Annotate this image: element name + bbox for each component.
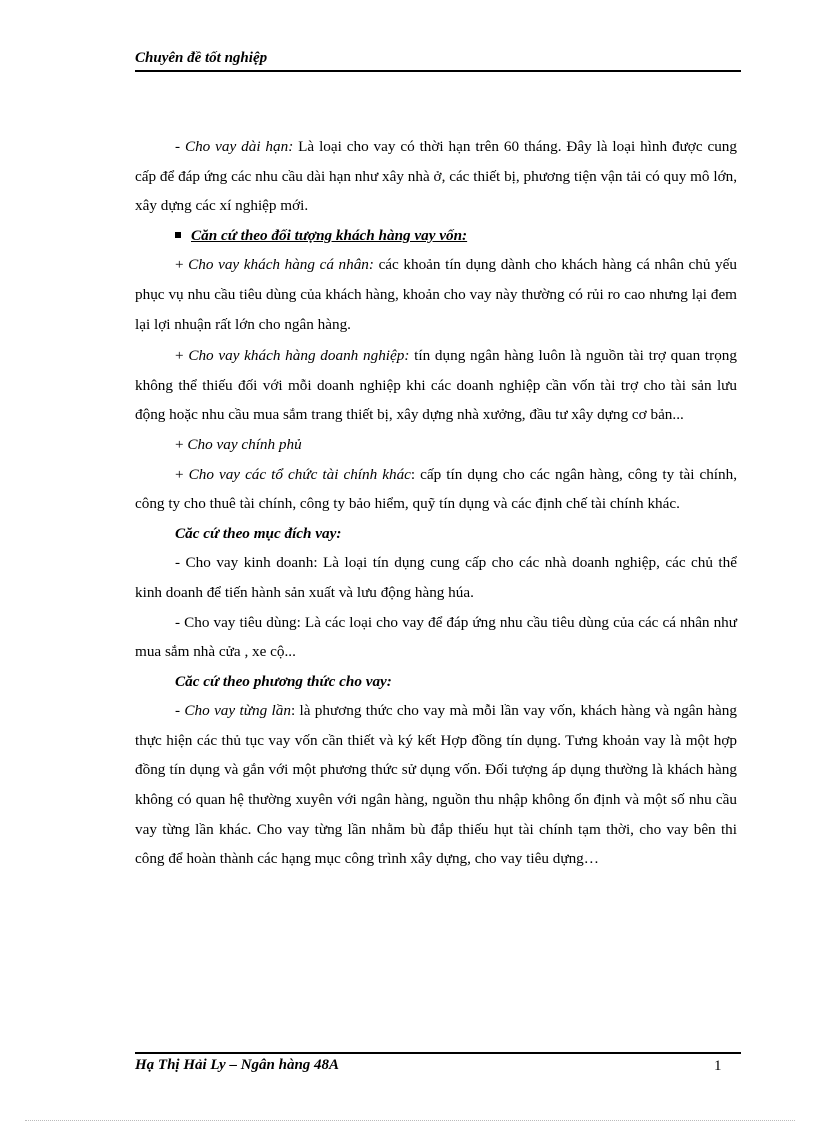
heading-text: Căn cứ theo đối tượng khách hàng vay vốn: [191,226,468,244]
paragraph-text: - Cho vay kinh doanh: Là loại tín dụng cung cấp cho các nhà doanh nghiệp, các chủ thể kinh doanh để tiến hành sản xuất và lưu động hàng húa. [135,554,737,601]
footer-author: Hạ Thị Hải Ly – Ngân hàng 48A [135,1057,340,1073]
lead-plus: + [175,347,189,365]
term-label: Cho vay khách hàng cá nhân: [188,256,374,274]
term-label: Cho vay khách hàng doanh nghiệp: [188,347,410,365]
paragraph-text: : cấp tín dụng cho các ngân hàng, công ty tài chính, công ty cho thuê tài chính, công ty bảo hiểm, quỹ tín dụng và các định chế tài chính khác. [135,465,738,513]
footer-divider [135,1052,741,1054]
paragraph-individual-loan [135,250,737,339]
paragraph-business-purpose [135,548,737,607]
paragraph-financial-institution-loan [135,460,737,519]
document-body [135,132,737,874]
lead-dash: - [175,138,185,155]
page-bottom-dotted-line [25,1120,795,1121]
term-label: Cho vay chính phủ [187,435,302,453]
subheading-purpose [135,519,737,549]
page-number: 1 [714,1058,722,1074]
square-bullet-icon [175,232,181,238]
subheading-text: Căc cứ theo mục đích vay: [175,524,342,542]
header-divider [135,70,741,72]
paragraph-per-loan [135,696,737,874]
paragraph-text: - Cho vay tiêu dùng: Là các loại cho vay để đáp ứng nhu cầu tiêu dùng của các cá nhân như mua sắm nhà cửa , xe cộ... [135,613,737,661]
paragraph-text: tín dụng ngân hàng luôn là nguồn tài trợ quan trọng không thể thiếu đối với mỗi doanh nghiệp khi các doanh nghiệp cần vốn tài trợ cho tài sản lưu động hoặc nhu cầu mua sắm trang thiết bị, xây dựng nhà xưởng, đầu tư xây dựng cơ bản... [135,347,737,424]
lead-plus: + [175,256,189,274]
paragraph-text: các khoản tín dụng dành cho khách hàng cá nhân chủ yếu phục vụ nhu cầu tiêu dùng của khách hàng, khoản cho vay này thường có rủi ro cao nhưng lại đem lại lợi nhuận rất lớn cho ngân hàng. [135,256,737,333]
term-label: Cho vay từng lần [184,702,291,720]
section-heading-customer [135,221,737,251]
paragraph-business-loan [135,341,737,430]
lead-plus: + [175,435,188,453]
subheading-text: Căc cứ theo phương thức cho vay: [175,672,392,690]
page-header-title: Chuyên đề tốt nghiệp [135,50,268,66]
paragraph-text: : là phương thức cho vay mà mỗi lần vay vốn, khách hàng và ngân hàng thực hiện các thủ tục vay vốn cần thiết và ký kết Hợp đồng tín dụng. Tưng khoản vay là một hợp đồng tín dụng và gắn với một phương thức sử dụng vốn. Đối tượng áp dụng thường là khách hàng không có quan hệ thường xuyên với ngân hàng, nguồn thu nhập không ổn định và một số nhu cầu vay từng lần khác. Cho vay từng lần nhằm bù đắp thiếu hụt tài chính tạm thời, cho vay bên thi công để hoàn thành các hạng mục công trình xây dựng, cho vay tiêu dựng… [135,702,737,868]
term-label: Cho vay các tổ chức tài chính khác [188,465,411,483]
subheading-method [135,667,737,697]
paragraph-consumer-purpose [135,608,737,667]
paragraph-text: Là loại cho vay có thời hạn trên 60 tháng. Đây là loại hình được cung cấp để đáp ứng các nhu cầu dài hạn như xây nhà ở, các thiết bị, phương tiện vận tải có quy mô lớn, xây dựng các xí nghiệp mới. [135,138,737,215]
lead-dash: - [175,702,185,720]
paragraph-government-loan [135,430,737,460]
lead-plus: + [175,465,189,483]
paragraph-long-term-loan [135,132,737,221]
term-label: Cho vay dài hạn: [184,138,294,155]
